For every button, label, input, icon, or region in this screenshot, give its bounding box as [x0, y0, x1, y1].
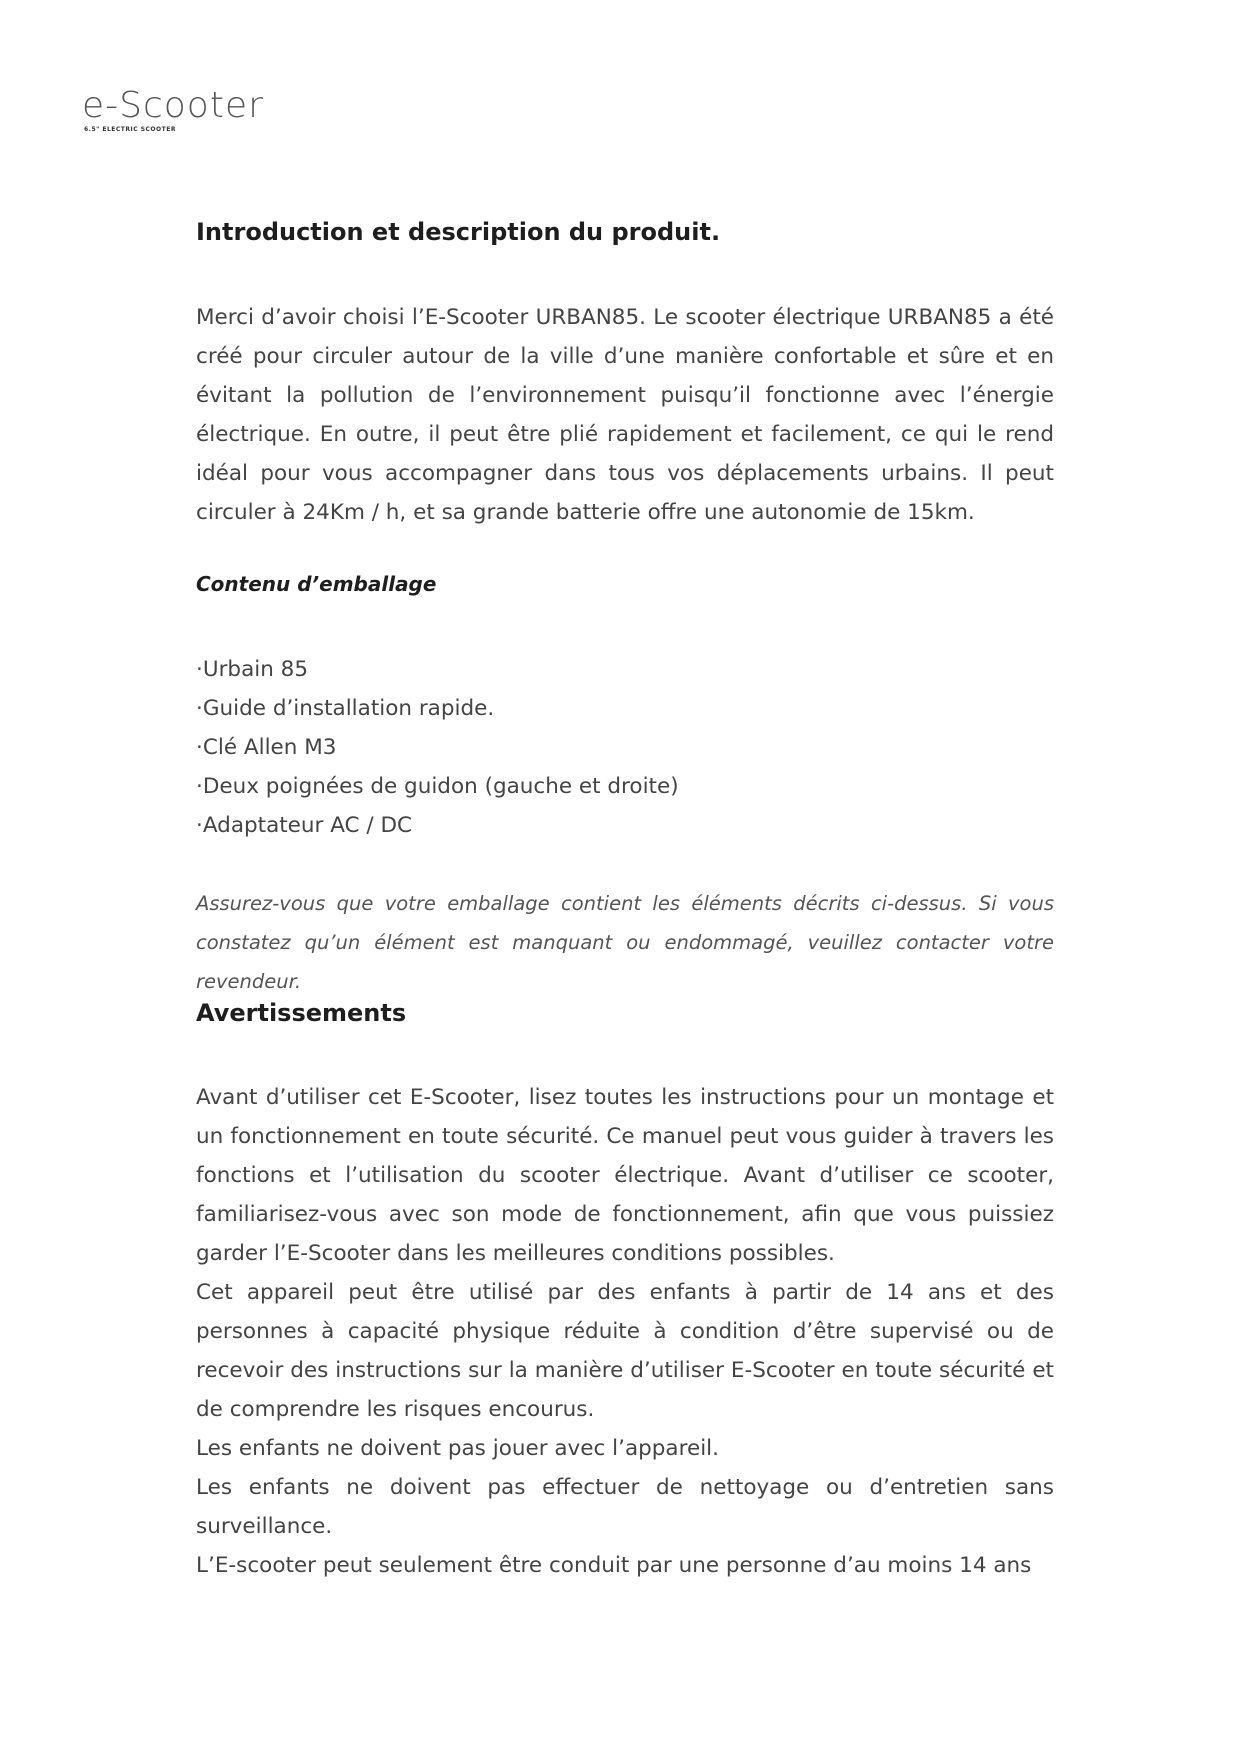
logo-wordmark: e-Scooter: [82, 85, 264, 126]
brand-logo: [82, 85, 264, 133]
list-item: · Guide d’installation rapide.: [196, 689, 679, 728]
logo-tagline: 6.5" ELECTRIC SCOOTER: [84, 126, 176, 133]
package-note: Assurez-vous que votre emballage contient les éléments décrits ci-dessus. Si vous constatez qu’un élément est manquant ou endommagé, veuillez contacter votre revendeur.: [196, 892, 1054, 993]
warning-paragraph: Les enfants ne doivent pas effectuer de nettoyage ou d’entretien sans surveillance.: [196, 1475, 1054, 1539]
package-list: [196, 650, 679, 845]
list-item: · Deux poignées de guidon (gauche et droite): [196, 767, 679, 806]
warning-paragraph: L’E-scooter peut seulement être conduit par une personne d’au moins 14 ans: [196, 1553, 1032, 1578]
warnings-text: [196, 1078, 1054, 1585]
list-item: · Adaptateur AC / DC: [196, 806, 679, 845]
warning-paragraph: Cet appareil peut être utilisé par des enfants à partir de 14 ans et des personnes à capacité physique réduite à condition d’être supervisé ou de recevoir des instructions sur la manière d’utiliser E-Scooter en toute sécurité et de comprendre les risques encourus.: [196, 1280, 1054, 1422]
list-item: · Urbain 85: [196, 650, 679, 689]
list-item: · Clé Allen M3: [196, 728, 679, 767]
warnings-heading: Avertissements: [196, 999, 407, 1027]
warning-paragraph: Les enfants ne doivent pas jouer avec l’appareil.: [196, 1436, 719, 1461]
intro-paragraph: Merci d’avoir choisi l’E-Scooter URBAN85. Le scooter électrique URBAN85 a été créé pour circuler autour de la ville d’une manière confortable et sûre et en évitant la pollution de l’environnement puisqu’il fonctionne avec l’énergie électrique. En outre, il peut être plié rapidement et facilement, ce qui le rend idéal pour vous accompagner dans tous vos déplacements urbains. Il peut circuler à 24Km / h, et sa grande batterie offre une autonomie de 15km.: [196, 305, 1054, 525]
intro-heading: Introduction et description du produit.: [196, 218, 721, 246]
package-heading: Contenu d’emballage: [196, 572, 437, 596]
warning-paragraph: Avant d’utiliser cet E-Scooter, lisez toutes les instructions pour un montage et un fonctionnement en toute sécurité. Ce manuel peut vous guider à travers les fonctions et l’utilisation du scooter électrique. Avant d’utiliser ce scooter, familiarisez-vous avec son mode de fonctionnement, afin que vous puissiez garder l’E-Scooter dans les meilleures conditions possibles.: [196, 1085, 1054, 1266]
